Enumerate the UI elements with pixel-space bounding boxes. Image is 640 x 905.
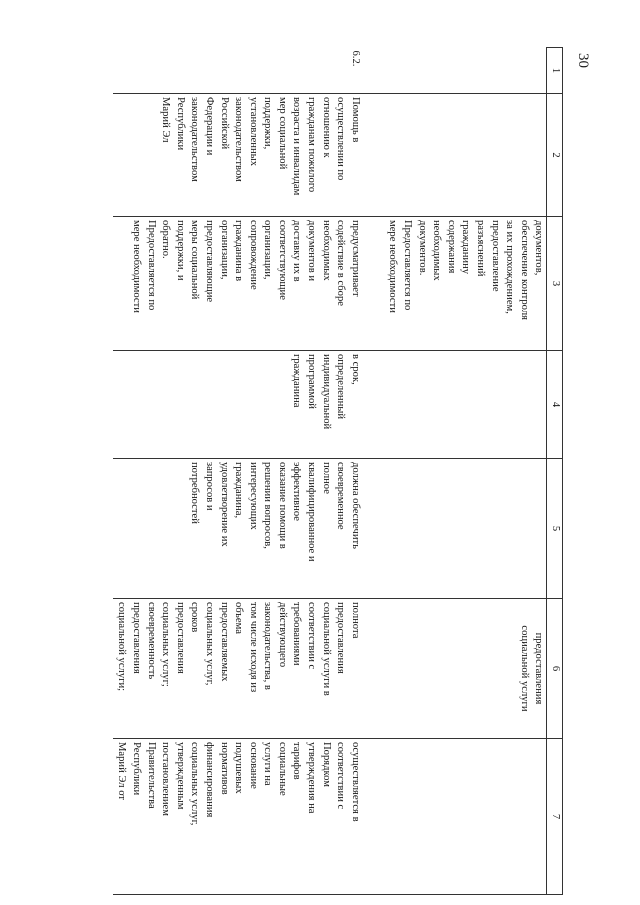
continuation-col3 <box>384 217 547 351</box>
continuation-col7 <box>384 739 547 895</box>
continuation-col2 <box>384 94 547 217</box>
row-col3 <box>113 217 384 351</box>
table-header-row <box>547 48 563 895</box>
table-row-6-2 <box>113 48 384 895</box>
row-col6 <box>113 599 384 739</box>
continuation-col5 <box>384 459 547 599</box>
table-row-continuation <box>384 48 547 895</box>
row-col7 <box>113 739 384 895</box>
service-requirements: должна обеспечить своевременное полное квалифицированное и эффективное оказание помощи в решении вопросов, интересующих гражданина, удовлетворение их запросов и потребностей <box>189 462 361 562</box>
row-col4 <box>113 351 384 459</box>
continuation-quality-indicators: предоставления социальной услуги <box>518 625 545 712</box>
header-cell-2: 2 <box>547 94 563 217</box>
header-cell-5: 5 <box>547 459 563 599</box>
header-cell-3: 3 <box>547 217 563 351</box>
service-name: Помощь в осуществлении по отношению к гражданам пожилого возраста и инвалидам мер социальной поддержки, установленных законодательством Российской Федерации и законодательством Республики Марий Эл <box>160 97 361 196</box>
services-table <box>113 47 563 895</box>
header-cell-6: 6 <box>547 599 563 739</box>
continuation-col6 <box>384 599 547 739</box>
quality-indicators: полнота предоставления социальной услуги в соответствии с требованиями действующего законодательства, в том числе исходя из объема предоставляемых социальных услуг, сроков предоставления социальных услуг; своевременность предоставления социальной услуги; <box>116 602 361 696</box>
rotated-page-content <box>13 47 563 894</box>
continuation-service-content: документов, обеспечение контроля за их прохождением, предоставление разъяснений гражданину содержания необходимых документов. Предоставляется по мере необходимости <box>387 220 545 320</box>
continuation-col1 <box>384 48 547 94</box>
row-col2 <box>113 94 384 217</box>
page-number: 30 <box>575 53 591 68</box>
row-col5 <box>113 459 384 599</box>
funding-conditions: осуществляется в соответствии с Порядком утверждения на тарифов социальные услуги на основание подушевых нормативов финансирования социальных услуг, утвержденным постановлением Правительства Республики Марий Эл от <box>116 742 361 826</box>
header-cell-4: 4 <box>547 351 563 459</box>
service-description: предусматривает содействие в сборе необходимых документов и доставку их в соответствующие организации, сопровождение гражданина в организации, предоставляющие меры социальной поддержки, и обратно. Предоставляется по мере необходимости <box>130 220 361 313</box>
row-number: 6.2. <box>113 48 384 94</box>
service-deadline: в срок, определенный индивидуальной программой гражданина <box>291 354 361 430</box>
header-cell-7: 7 <box>547 739 563 895</box>
continuation-col4 <box>384 351 547 459</box>
header-cell-1: 1 <box>547 48 563 94</box>
